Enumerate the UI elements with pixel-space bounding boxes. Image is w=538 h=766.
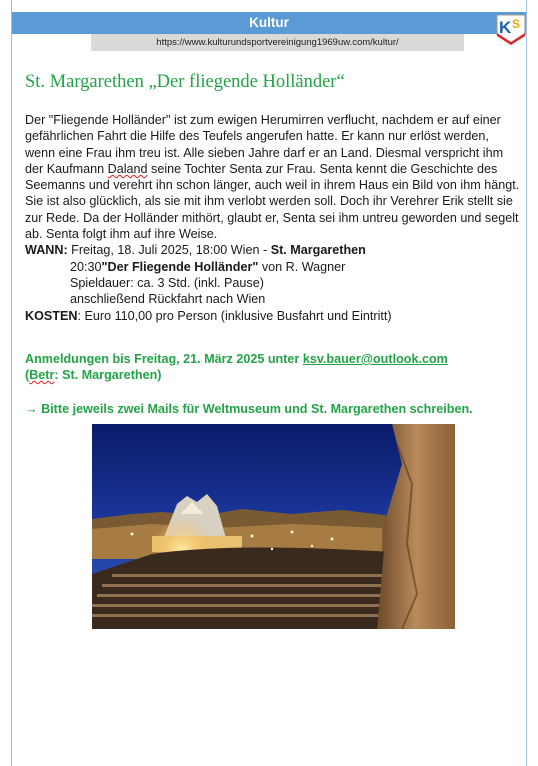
wann-text: Freitag, 18. Juli 2025, 18:00 Wien -	[67, 243, 271, 258]
return-line: anschließend Rückfahrt nach Wien	[70, 292, 266, 307]
article-heading: St. Margarethen „Der fliegende Holländer“	[25, 72, 345, 92]
betr-word: Betr	[29, 368, 55, 382]
article-intro	[25, 112, 520, 242]
page-title: Kultur	[12, 12, 526, 34]
article-body	[25, 112, 520, 324]
kosten-line	[25, 308, 520, 324]
svg-text:K: K	[499, 18, 512, 37]
registration-text: Anmeldungen bis Freitag, 21. März 2025 unter	[25, 352, 303, 366]
duration-line: Spieldauer: ca. 3 Std. (inkl. Pause)	[70, 275, 264, 290]
url-bar[interactable]: https://www.kulturundsportvereinigung1969uw.com/kultur/	[91, 34, 464, 51]
wann-line	[25, 242, 520, 258]
opera-photo	[92, 424, 455, 629]
subject-text: : St. Margarethen)	[54, 368, 162, 382]
kosten-label: KOSTEN	[25, 308, 78, 323]
registration-subject	[25, 367, 161, 383]
wann-place: St. Margarethen	[270, 243, 366, 258]
show-composer: von R. Wagner	[258, 259, 346, 274]
paren-open: (	[25, 368, 30, 382]
kosten-text: : Euro 110,00 pro Person (inklusive Busfahrt und Eintritt)	[77, 308, 392, 323]
show-line	[25, 259, 520, 275]
registration-line	[25, 351, 448, 367]
intro-text-cont: seine Tochter Senta zur Frau. Senta kennt die Geschichte des Seemanns und verehrt ihn schon länger, auch weil in ihrem Haus ein Bild von ihm hängt. Sie ist also glücklich, als sie mit ihm verlobt werden soll. Doch ihr Verehrer Erik stellt sie zur Rede. Da der Holländer mithört, glaubt er, Senta sei ihm untreu geworden und segelt ab. Senta folgt ihm auf ihre Weise.	[25, 161, 520, 242]
intro-text: Der "Fliegende Holländer" ist zum ewigen Herumirren verflucht, nachdem er auf einer gefährlichen Fahrt die Hilfe des Teufels angerufen hatte. Er kann nur erlöst werden, wenn eine Frau ihm treu ist. Alle sieben Jahre darf er an Land. Diesmal verspricht ihm der Kaufmann	[25, 113, 504, 176]
mail-note: → Bitte jeweils zwei Mails für Weltmuseum und St. Margarethen schreiben.	[25, 402, 473, 416]
quarry-opera-stage-night-photo	[92, 424, 455, 629]
club-logo-icon	[495, 13, 527, 45]
email-link[interactable]: ksv.bauer@outlook.com	[302, 352, 448, 366]
show-title: "Der Fliegende Holländer"	[101, 259, 259, 274]
svg-text:S: S	[512, 17, 521, 31]
wann-label: WANN:	[25, 243, 68, 258]
show-time: 20:30	[70, 259, 102, 274]
daland-word: Daland	[107, 161, 148, 176]
